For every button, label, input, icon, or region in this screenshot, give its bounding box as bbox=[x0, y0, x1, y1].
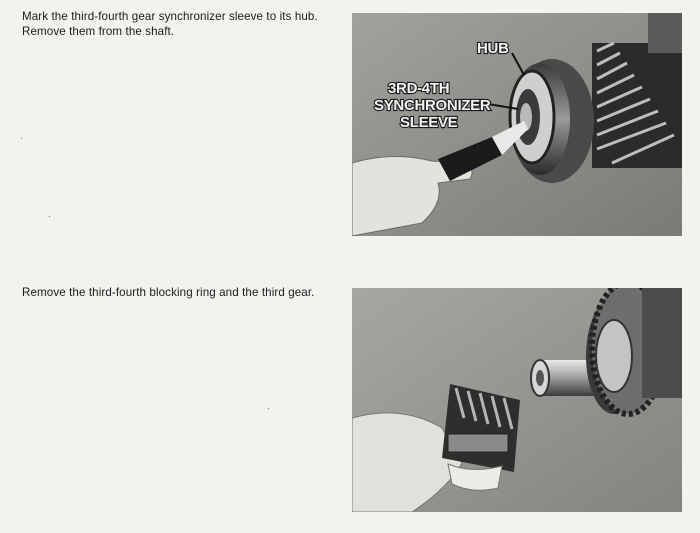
synchronizer-sleeve bbox=[510, 59, 594, 183]
sleeve-label-line2: SYNCHRONIZER bbox=[374, 97, 491, 114]
step-2-photo bbox=[352, 288, 682, 512]
step-2-instruction: Remove the third-fourth blocking ring and the third gear. bbox=[22, 286, 315, 299]
third-gear-removal-illustration bbox=[352, 288, 682, 512]
step-1-instruction: Mark the third-fourth gear synchronizer sleeve to its hub. Remove them from the shaft. bbox=[22, 10, 318, 38]
sleeve-label-line1: 3RD-4TH bbox=[388, 80, 450, 97]
hub-label: HUB bbox=[477, 40, 509, 57]
step-1-photo bbox=[352, 13, 682, 236]
synchronizer-marking-illustration bbox=[352, 13, 682, 236]
print-speck bbox=[268, 408, 269, 409]
print-speck bbox=[49, 216, 50, 217]
print-speck bbox=[21, 138, 22, 139]
sleeve-label-line3: SLEEVE bbox=[400, 114, 458, 131]
